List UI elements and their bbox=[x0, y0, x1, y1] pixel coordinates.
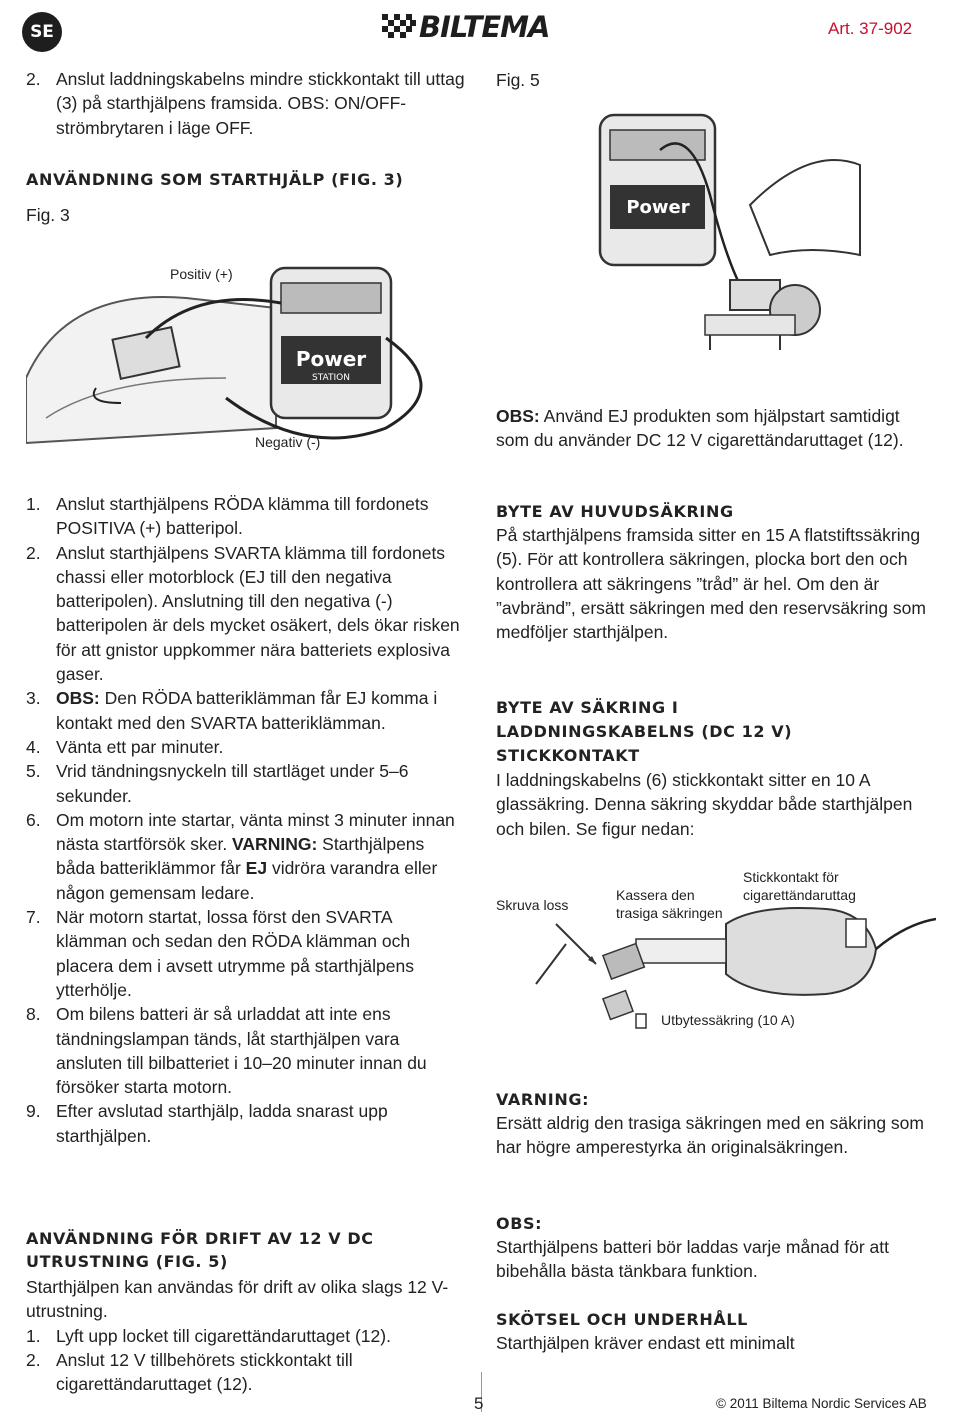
language-badge bbox=[22, 12, 62, 52]
fig3-unit-sublabel: STATION bbox=[312, 373, 350, 383]
left-column bbox=[26, 67, 466, 140]
caption-plug: Stickkontakt för cigarettändaruttag bbox=[743, 869, 856, 903]
intro-step: 2. Anslut laddningskabelns mindre stickkontakt till uttag (3) på starthjälpens framsida. OBS: ON/OFF-strömbrytaren i läge OFF. bbox=[26, 69, 465, 138]
section-care bbox=[496, 1308, 936, 1355]
list-item: 2. Anslut 12 V tillbehörets stickkontakt till cigarettändaruttaget (12). bbox=[26, 1349, 353, 1395]
copyright: © 2011 Biltema Nordic Services AB bbox=[716, 1396, 927, 1411]
plug-fuse-text: I laddningskabelns (6) stickkontakt sitter en 10 A glassäkring. Denna säkring skyddar både starthjälpen och bilen. Se figur nedan: bbox=[496, 770, 913, 839]
checker-flag-icon bbox=[382, 14, 416, 40]
jumpstart-diagram bbox=[26, 228, 466, 468]
list-item: 3. OBS: Den RÖDA batteriklämman får EJ komma i kontakt med den SVARTA batteriklämman. bbox=[26, 688, 438, 733]
article-number: Art. 37-902 bbox=[828, 19, 913, 38]
jumpstart-steps bbox=[26, 492, 466, 1148]
list-item: 2. Anslut starthjälpens SVARTA klämma till fordonets chassi eller motorblock (EJ till den negativa batteripolen). Anslutning till den negativa (-) batteripolen är dels mycket osäkert, dels ökar risken för att gnistor uppkommer nära batteriets explosiva gaser. bbox=[26, 542, 460, 685]
caption-unscrew: Skruva loss bbox=[496, 897, 569, 913]
obs-note: OBS: Använd EJ produkten som hjälpstart samtidigt som du använder DC 12 V cigarettändaruttaget (12). bbox=[496, 406, 904, 451]
list-item: 4. Vänta ett par minuter. bbox=[26, 736, 224, 757]
warning-heading: VARNING: bbox=[496, 1090, 590, 1109]
section-12v-steps bbox=[26, 1324, 466, 1397]
fig3-negative-label: Negativ (-) bbox=[255, 434, 321, 450]
fig3-illustration bbox=[26, 228, 466, 468]
brand-logo bbox=[382, 10, 550, 44]
fig5-illustration bbox=[580, 85, 870, 385]
list-item: 9. Efter avslutad starthjälp, ladda snarast upp starthjälpen. bbox=[26, 1101, 388, 1146]
section-12v-text: Starthjälpen kan användas för drift av olika slags 12 V-utrustning. bbox=[26, 1277, 449, 1322]
section-12v bbox=[26, 1227, 466, 1396]
list-item: 1. Anslut starthjälpens RÖDA klämma till fordonets POSITIVA (+) batteripol. bbox=[26, 494, 429, 539]
obs-heading: OBS: bbox=[496, 1214, 543, 1233]
fig3-label: Fig. 3 bbox=[26, 205, 70, 225]
main-fuse-text: På starthjälpens framsida sitter en 15 A flatstiftssäkring (5). För att kontrollera säkringen, plocka bort den och kontrollera att säkringens ”tråd” är hel. Om den är ”avbränd”, ersätt säkringen med den reservsäkring som medföljer starthjälpen. bbox=[496, 525, 926, 643]
fig5-label: Fig. 5 bbox=[496, 70, 540, 90]
header bbox=[0, 0, 960, 60]
caption-discard-fuse: Kassera den trasiga säkringen bbox=[616, 887, 723, 921]
list-item: 7. När motorn startat, lossa först den SVARTA klämman och sedan den RÖDA klämman och placera dem i avsett utrymme på starthjälpens ytterhölje. bbox=[26, 907, 414, 1000]
section-obs bbox=[496, 1212, 936, 1284]
obs-text: Starthjälpens batteri bör laddas varje månad för att bibehålla bästa tänkbara funktion. bbox=[496, 1237, 889, 1282]
warning-text: Ersätt aldrig den trasiga säkringen med en säkring som har högre amperestyrka än originalsäkringen. bbox=[496, 1113, 924, 1158]
brand-name: BILTEMA bbox=[419, 10, 550, 44]
fig5-unit-label: Power bbox=[626, 197, 690, 218]
list-item: 5. Vrid tändningsnyckeln till startläget under 5–6 sekunder. bbox=[26, 761, 409, 806]
care-text: Starthjälpen kräver endast ett minimalt bbox=[496, 1333, 795, 1353]
section-heading-plug-fuse: BYTE AV SÄKRING I LADDNINGSKABELNS (DC 12 V) STICKKONTAKT bbox=[496, 698, 793, 765]
list-item: 8. Om bilens batteri är så urladdat att inte ens tändningslampan tänds, låt starthjälpen vara ansluten till bilbatteriet i 10–20 minuter innan du försöker starta motorn. bbox=[26, 1004, 427, 1098]
page-number: 5 bbox=[474, 1394, 484, 1413]
section-main-fuse bbox=[496, 500, 936, 644]
section-plug-fuse bbox=[496, 696, 936, 841]
section-heading-12v: ANVÄNDNING FÖR DRIFT AV 12 V DC UTRUSTNING (FIG. 5) bbox=[26, 1229, 374, 1271]
fig3-unit-label: Power bbox=[295, 347, 367, 371]
device-drive-diagram bbox=[580, 85, 870, 385]
caption-spare-fuse: Utbytessäkring (10 A) bbox=[661, 1012, 795, 1028]
fig3-positive-label: Positiv (+) bbox=[170, 266, 233, 282]
care-heading: SKÖTSEL OCH UNDERHÅLL bbox=[496, 1310, 748, 1329]
list-item: 6. Om motorn inte startar, vänta minst 3 minuter innan nästa startförsök sker. VARNING: Starthjälpens båda batteriklämmor får EJ vidröra varandra eller någon gemensam ledare. bbox=[26, 809, 455, 903]
section-heading-main-fuse: BYTE AV HUVUDSÄKRING bbox=[496, 502, 734, 521]
section-warning bbox=[496, 1088, 936, 1160]
language-code: SE bbox=[30, 22, 54, 42]
list-item: 1. Lyft upp locket till cigarettändaruttaget (12). bbox=[26, 1325, 391, 1346]
section-heading-jumpstart: ANVÄNDNING SOM STARTHJÄLP (FIG. 3) bbox=[26, 170, 404, 189]
